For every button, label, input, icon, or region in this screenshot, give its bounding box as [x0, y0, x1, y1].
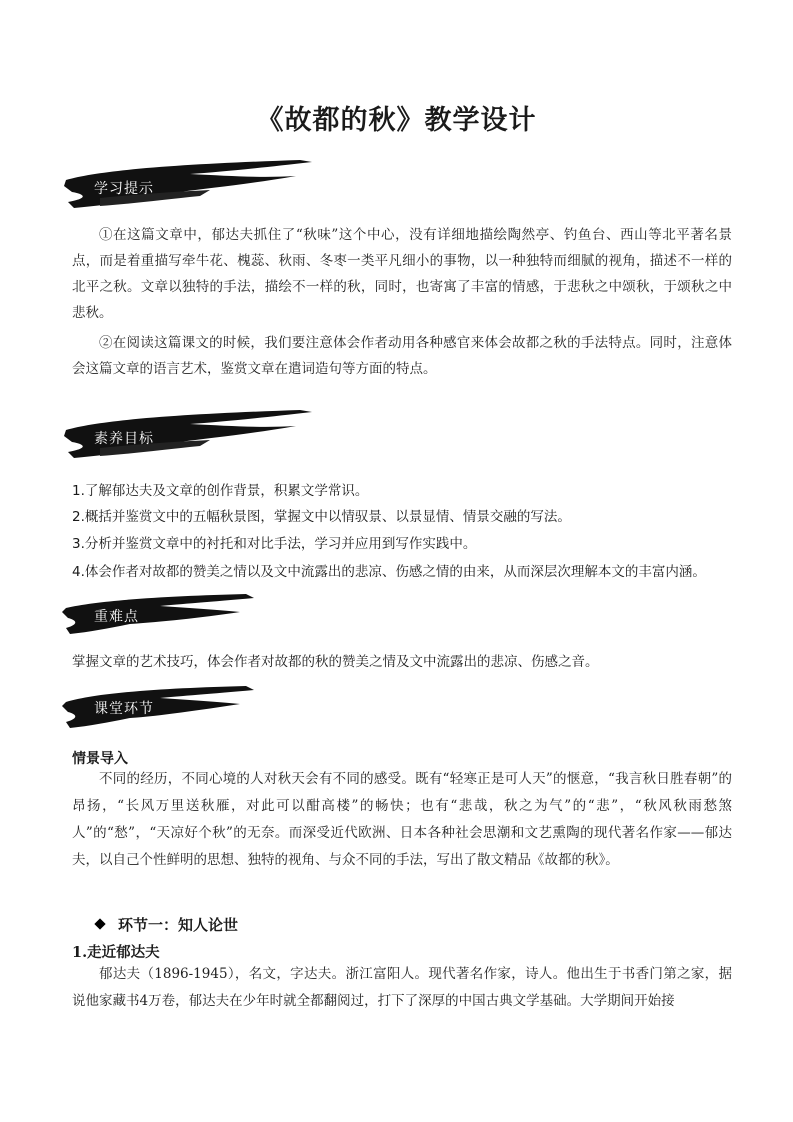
- goal-item-2: 2.概括并鉴赏文中的五幅秋景图，掌握文中以情驭景、以景显情、情景交融的写法。: [72, 509, 571, 525]
- tips-paragraph-1: ①在这篇文章中，郁达夫抓住了“秋味”这个中心，没有详细地描绘陶然亭、钓鱼台、西山等北平著名景点，而是着重描写牵牛花、槐蕊、秋雨、冬枣一类平凡细小的事物，以一种独特而细腻的视角，描述不一样的北平之秋。文章以独特的手法，描绘不一样的秋，同时，也寄寓了丰富的情感，于悲秋之中颂秋，于颂秋之中悲秋。: [72, 227, 732, 321]
- section-label: 学习提示: [94, 181, 154, 197]
- goal-item-3: 3.分析并鉴赏文章中的衬托和对比手法，学习并应用到写作实践中。: [72, 536, 477, 552]
- intro-paragraph: 不同的经历，不同心境的人对秋天会有不同的感受。既有“轻寒正是可人天”的惬意，“我言秋日胜春朝”的昂扬，“长风万里送秋雁，对此可以酣高楼”的畅快；也有“悲哉，秋之为气”的“悲”，“秋风秋雨愁煞人”的“愁”，“天凉好个秋”的无奈。而深受近代欧洲、日本各种社会思潮和文艺熏陶的现代著名作家——郁达夫，以自己个性鲜明的思想、独特的视角、与众不同的手法，写出了散文精品《故都的秋》。: [72, 771, 732, 868]
- section-header-tips: [60, 158, 320, 210]
- ink-brush-icon: [60, 592, 260, 636]
- link-one-heading: [96, 914, 238, 935]
- goal-item-1: 1.了解郁达夫及文章的创作背景，积累文学常识。: [72, 483, 369, 499]
- section-header-key: [60, 592, 320, 644]
- section-header-class: [60, 684, 320, 736]
- intro-title: 情景导入: [72, 751, 128, 767]
- section-label: 重难点: [94, 609, 139, 625]
- section-label: 课堂环节: [94, 701, 154, 717]
- sub-one-title: 1.走近郁达夫: [72, 944, 160, 961]
- sub-one-paragraph: 郁达夫（1896-1945），名文，字达夫。浙江富阳人。现代著名作家，诗人。他出生于书香门第之家，据说他家藏书4万卷，郁达夫在少年时就全都翻阅过，打下了深厚的中国古典文学基础。大学期间开始接: [72, 966, 732, 1009]
- diamond-bullet-icon: [94, 918, 105, 929]
- section-label: 素养目标: [94, 431, 154, 447]
- link-one-title: 环节一：知人论世: [118, 916, 239, 934]
- section-header-goals: [60, 408, 320, 460]
- goal-item-4: 4.体会作者对故都的赞美之情以及文中流露出的悲凉、伤感之情的由来，从而深层次理解本文的丰富内涵。: [72, 564, 706, 580]
- document-title: 《故都的秋》教学设计: [256, 105, 537, 136]
- ink-brush-icon: [60, 684, 260, 730]
- tips-paragraph-2: ②在阅读这篇课文的时候，我们要注意体会作者动用各种感官来体会故都之秋的手法特点。同时，注意体会这篇文章的语言艺术，鉴赏文章在遣词造句等方面的特点。: [72, 335, 732, 377]
- key-points-text: 掌握文章的艺术技巧，体会作者对故都的秋的赞美之情及文中流露出的悲凉、伤感之音。: [72, 654, 599, 670]
